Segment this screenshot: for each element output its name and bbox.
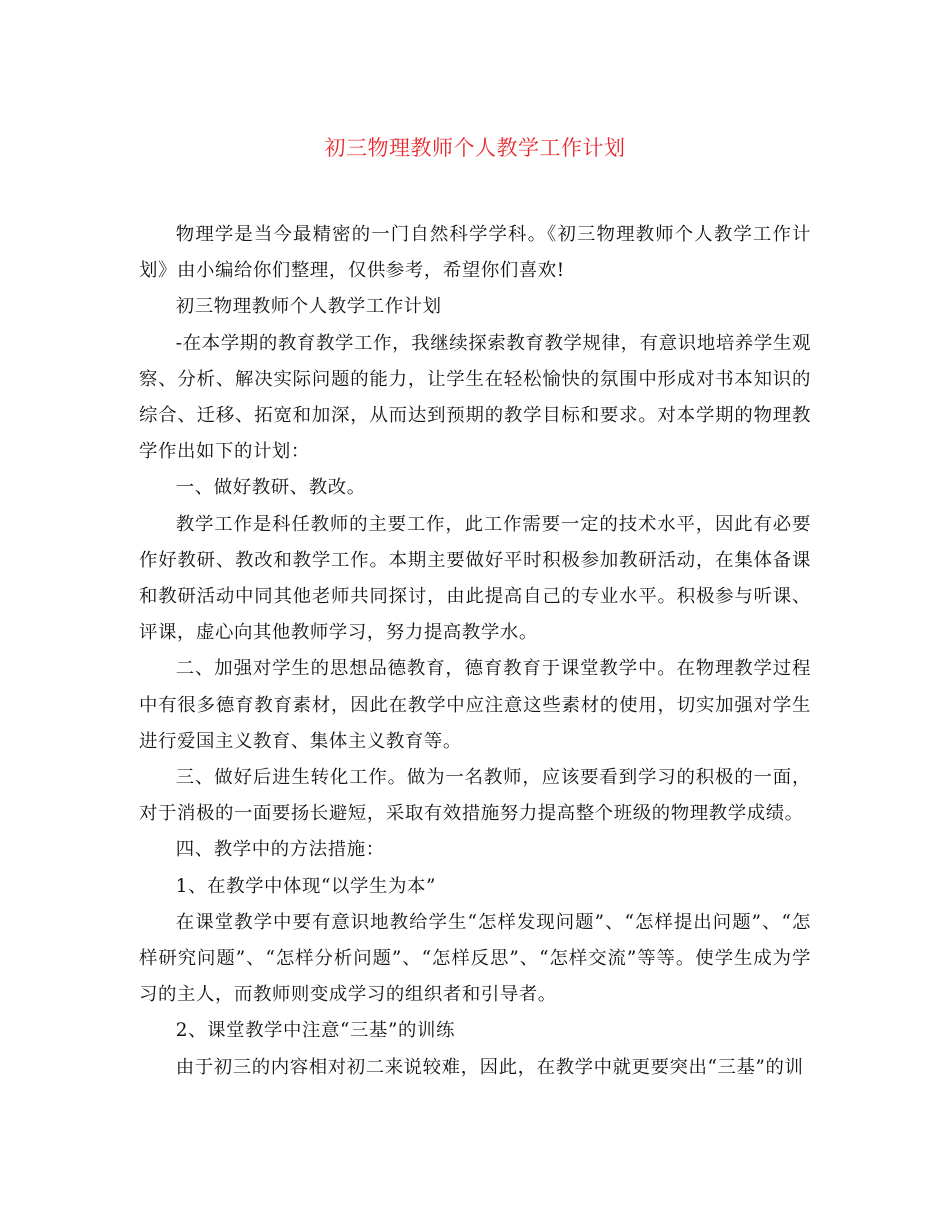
paragraph-overview: -在本学期的教育教学工作，我继续探索教育教学规律，有意识地培养学生观察、分析、解决实际问题的能力，让学生在轻松愉快的氛围中形成对书本知识的综合、迁移、拓宽和加深，从而达到预期的教学目标和要求。对本学期的物理教学作出如下的计划： xyxy=(139,332,811,463)
section-heading-3: 三、做好后进生转化工作。做为一名教师，应该要看到学习的积极的一面，对于消极的一面要扬长避短，采取有效措施努力提高整个班级的物理教学成绩。 xyxy=(139,767,811,825)
section-heading-2: 二、加强对学生的思想品德教育，德育教育于课堂教学中。在物理教学过程中有很多德育教育素材，因此在教学中应注意这些素材的使用，切实加强对学生进行爱国主义教育、集体主义教育等。 xyxy=(139,658,811,752)
subsection-heading-2: 2、课堂教学中注意“三基”的训练 xyxy=(175,1020,455,1042)
section-heading-4: 四、教学中的方法措施： xyxy=(175,839,385,861)
paragraph-subsection-2: 由于初三的内容相对初二来说较难，因此，在教学中就更要突出“三基”的训 xyxy=(175,1056,804,1078)
paragraph-subsection-1: 在课堂教学中要有意识地教给学生“怎样发现问题”、“怎样提出问题”、“怎样研究问题”、“怎样分析问题”、“怎样反思”、“怎样交流”等等。使学生成为学习的主人，而教师则变成学习的组织者和引导者。 xyxy=(139,911,811,1006)
paragraph-section-1: 教学工作是科任教师的主要工作，此工作需要一定的技术水平，因此有必要作好教研、教改和教学工作。本期主要做好平时积极参加教研活动，在集体备课和教研活动中同其他老师共同探讨，由此提高自己的专业水平。积极参与听课、评课，虚心向其他教师学习，努力提高教学水。 xyxy=(139,513,811,644)
document-body xyxy=(139,217,811,1086)
document-title: 初三物理教师个人教学工作计划 xyxy=(324,136,626,160)
section-heading-1: 一、做好教研、教改。 xyxy=(175,477,366,499)
subsection-heading-1: 1、在教学中体现“以学生为本” xyxy=(175,875,436,897)
paragraph-intro: 物理学是当今最精密的一门自然科学学科。《初三物理教师个人教学工作计划》由小编给你们整理，仅供参考，希望你们喜欢! xyxy=(139,224,811,282)
paragraph-subtitle: 初三物理教师个人教学工作计划 xyxy=(175,296,442,318)
